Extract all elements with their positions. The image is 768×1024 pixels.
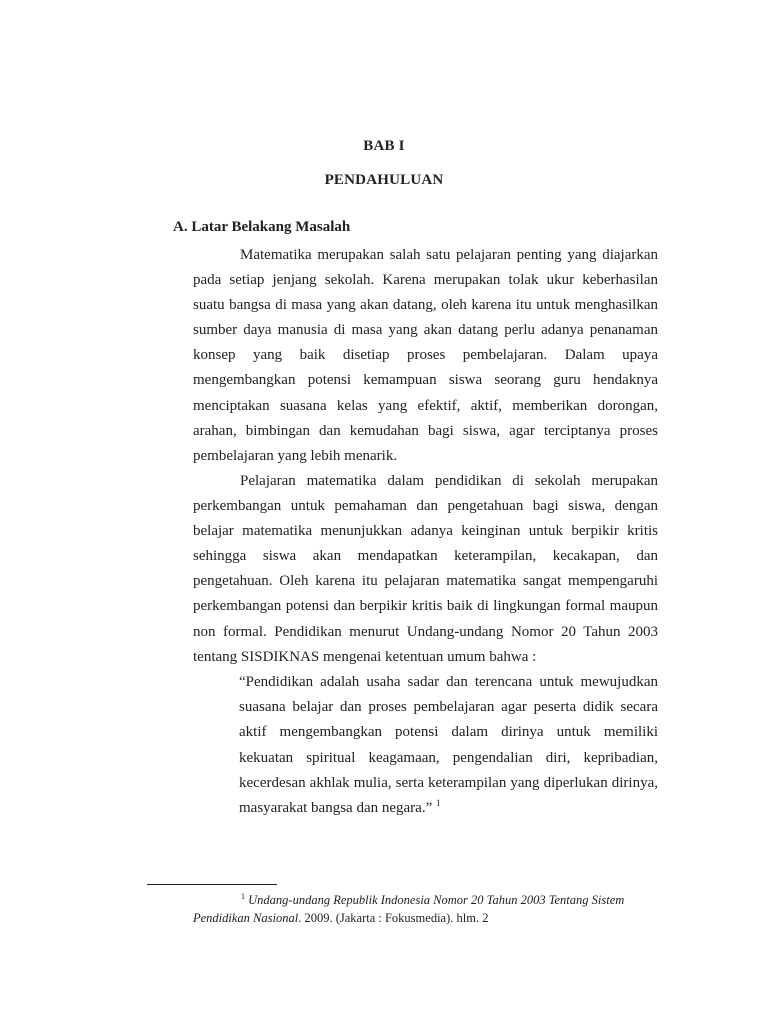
footnote-reference[interactable]: 1 [436,798,441,809]
footnote-separator [147,884,277,885]
footnote-source-details: . 2009. (Jakarta : Fokusmedia). hlm. 2 [298,911,489,925]
chapter-title: PENDAHULUAN [324,172,444,188]
paragraph-2 [193,469,658,670]
quote-text: “Pendidikan adalah usaha sadar dan terencana untuk mewujudkan suasana belajar dan proses pembelajaran agar peserta didik secara aktif mengembangkan potensi dalam dirinya untuk memiliki kekuatan spiritual keagamaan, pengendalian diri, kepribadian, kecerdesan akhlak mulia, serta keterampilan yang diperlukan dirinya, masyarakat bangsa dan negara.” [239,674,658,817]
footnote [193,891,658,927]
paragraph-1-text: Matematika merupakan salah satu pelajaran penting yang diajarkan pada setiap jenjang sekolah. Karena merupakan tolak ukur keberhasilan suatu bangsa di masa yang akan datang, oleh karena itu untuk menghasilkan sumber daya manusia di masa yang akan datang perlu adanya penanaman konsep yang baik disetiap proses pembelajaran. Dalam upaya mengembangkan potensi kemampuan siswa seorang guru hendaknya menciptakan suasana kelas yang efektif, aktif, memberikan dorongan, arahan, bimbingan dan kemudahan bagi siswa, agar terciptanya proses pembelajaran yang lebih menarik. [193,247,658,464]
section-heading: A. Latar Belakang Masalah [173,219,351,235]
footnote-number: 1 [241,892,245,901]
paragraph-2-text: Pelajaran matematika dalam pendidikan di sekolah merupakan perkembangan untuk pemahaman dan pengetahuan bagi siswa, dengan belajar matematika menunjukkan adanya keinginan untuk berpikir kritis sehingga siswa akan mendapatkan keterampilan, kecakapan, dan pengetahuan. Oleh karena itu pelajaran matematika sangat mempengaruhi perkembangan potensi dan berpikir kritis baik di lingkungan formal maupun non formal. Pendidikan menurut Undang-undang Nomor 20 Tahun 2003 tentang SISDIKNAS mengenai ketentuan umum bahwa : [193,473,658,665]
footnote-source-title: Undang-undang Republik Indonesia Nomor 20 Tahun 2003 Tentang Sistem Pendidikan Nasional [193,893,625,925]
block-quote [239,670,658,821]
paragraph-1 [193,243,658,469]
chapter-number: BAB I [363,138,405,154]
